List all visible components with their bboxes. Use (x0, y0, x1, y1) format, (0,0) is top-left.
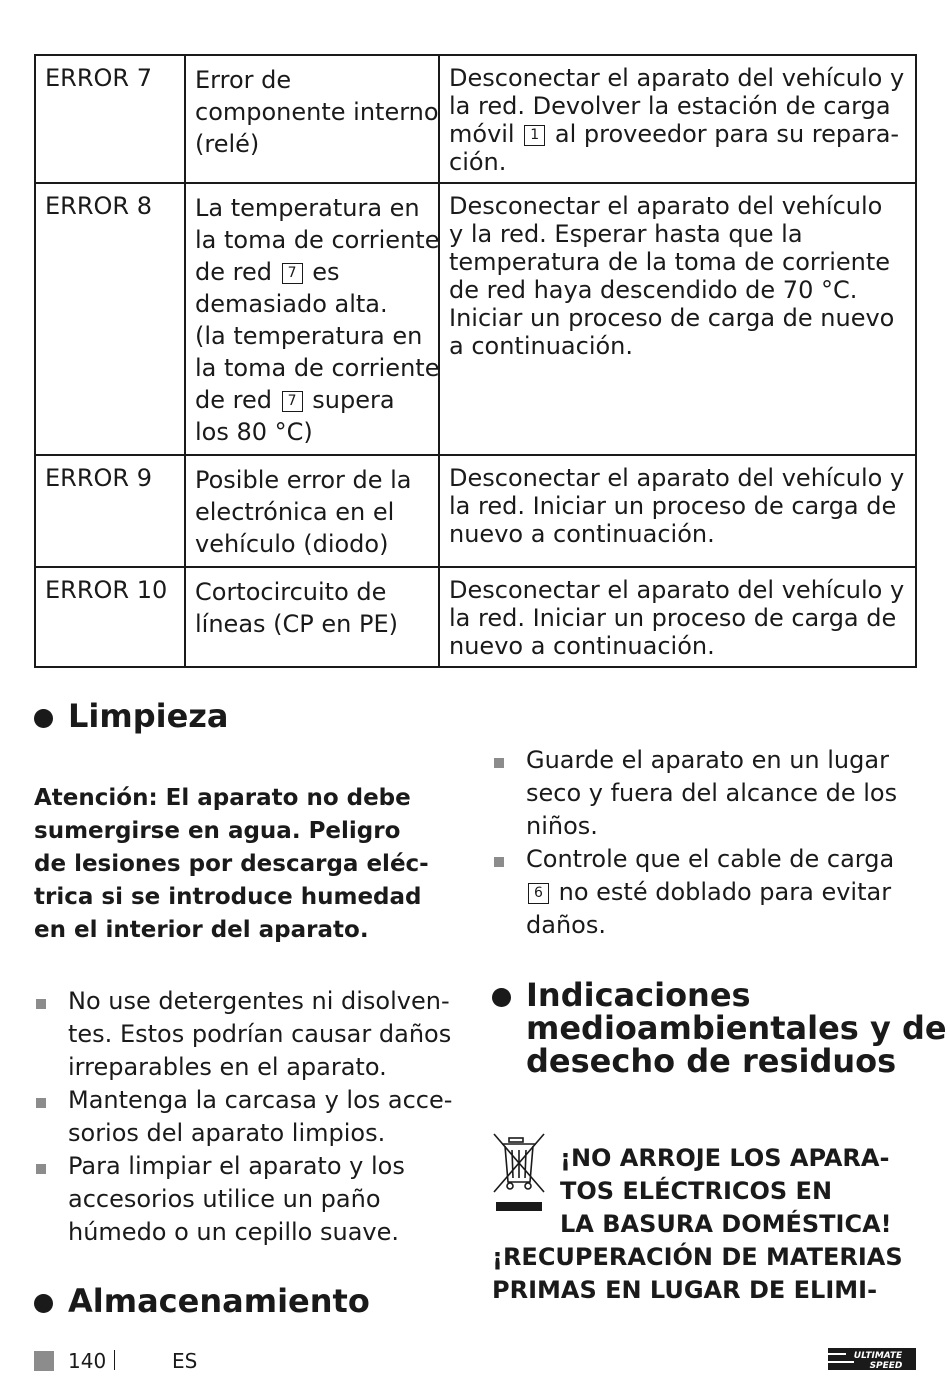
cell-line (449, 332, 907, 360)
cleaning-list (34, 985, 459, 1249)
cell-line (449, 64, 907, 92)
cell-line (195, 128, 430, 160)
heading-bullet-icon (34, 1294, 53, 1313)
ultimate-speed-logo (828, 1346, 916, 1372)
cell-text: Desconectar el aparato del vehículo y (449, 64, 905, 92)
list-item-line: Para limpiar el aparato y los (68, 1152, 405, 1180)
cell-text: electrónica en el (195, 498, 395, 526)
cell-line (195, 608, 430, 640)
list-item-text: no esté doblado para evitar (551, 878, 892, 906)
heading-bullet-icon (34, 709, 53, 728)
list-item (492, 843, 920, 942)
list-item (34, 985, 459, 1084)
error-action-cell (439, 183, 916, 455)
cell-text: Iniciar un proceso de carga de nuevo (449, 304, 895, 332)
cell-line (195, 96, 439, 128)
warning-line: en el interior del aparato. (34, 917, 369, 943)
cleaning-warning (34, 782, 459, 947)
cell-text: de red (195, 386, 272, 414)
table-row (35, 183, 916, 455)
warning-line: trica si se introduce humedad (34, 884, 422, 910)
list-item-line: No use detergentes ni disolven- (68, 987, 450, 1015)
cell-line (449, 276, 907, 304)
cell-line (195, 192, 430, 224)
square-bullet-icon (36, 1098, 46, 1108)
list-item-line: Guarde el aparato en un lugar (526, 746, 889, 774)
cell-text: los 80 °C) (195, 418, 313, 446)
cell-text: la red. Devolver la estación de carga (449, 92, 891, 120)
cell-line (449, 492, 907, 520)
cell-text: de red (195, 258, 272, 286)
right-column (492, 744, 947, 1080)
error-cause-cell (185, 567, 439, 667)
cell-line (449, 120, 907, 148)
list-item-line: seco y fuera del alcance de los (526, 779, 898, 807)
error-code-cell (35, 183, 185, 455)
table-row (35, 455, 916, 567)
square-bullet-icon (494, 857, 504, 867)
cell-line (195, 320, 430, 352)
cell-text: (relé) (195, 130, 260, 158)
error-code: ERROR 9 (45, 464, 152, 492)
page-number: 140 (68, 1349, 107, 1373)
cell-text: la red. Iniciar un proceso de carga de (449, 604, 897, 632)
list-item-line: irreparables en el aparato. (68, 1053, 387, 1081)
cell-text: Cortocircuito de (195, 578, 387, 606)
error-cause-cell (185, 55, 439, 183)
error-action-cell (439, 455, 916, 567)
cell-line (449, 148, 907, 176)
disposal-notice (492, 1142, 932, 1307)
cell-text: la toma de corriente (195, 226, 440, 254)
cell-line (449, 576, 907, 604)
language-code: ES (172, 1349, 198, 1373)
error-cause-cell (185, 455, 439, 567)
cell-text: Desconectar el aparato del vehículo y (449, 576, 905, 604)
storage-heading (34, 1282, 459, 1320)
environment-title-line: medioambientales y de (526, 1009, 947, 1047)
error-code: ERROR 8 (45, 192, 152, 220)
list-item (34, 1150, 459, 1249)
list-item-line: tes. Estos podrían causar daños (68, 1020, 452, 1048)
reference-number-box: 1 (524, 125, 545, 146)
storage-list (492, 744, 920, 942)
cell-text: es (304, 258, 340, 286)
cell-text: líneas (CP en PE) (195, 610, 398, 638)
cell-line (449, 248, 907, 276)
cell-text: Error de (195, 66, 292, 94)
error-table (34, 54, 917, 668)
cell-text: temperatura de la toma de corriente (449, 248, 891, 276)
cell-text: a continuación. (449, 332, 634, 360)
cell-text: (la temperatura en (195, 322, 423, 350)
disposal-line: ¡RECUPERACIÓN DE MATERIAS (492, 1243, 903, 1271)
list-item-line: accesorios utilice un paño (68, 1185, 381, 1213)
list-item-line: Mantenga la carcasa y los acce- (68, 1086, 453, 1114)
warning-line: sumergirse en agua. Peligro (34, 818, 401, 844)
cleaning-heading (34, 697, 459, 735)
cell-line (195, 464, 430, 496)
error-action-cell (439, 567, 916, 667)
footer-divider (114, 1350, 115, 1370)
cell-text: ción. (449, 148, 507, 176)
square-bullet-icon (494, 758, 504, 768)
list-item-line: daños. (526, 911, 606, 939)
square-bullet-icon (36, 1164, 46, 1174)
cell-line (195, 384, 430, 416)
error-cause-cell (185, 183, 439, 455)
disposal-line: PRIMAS EN LUGAR DE ELIMI- (492, 1276, 878, 1304)
cell-text: y la red. Esperar hasta que la (449, 220, 803, 248)
cell-line (449, 220, 907, 248)
table-row (35, 55, 916, 183)
list-item (34, 1084, 459, 1150)
cell-text: nuevo a continuación. (449, 632, 715, 660)
cell-text: La temperatura en (195, 194, 420, 222)
left-column (34, 697, 459, 1320)
error-code-cell (35, 455, 185, 567)
cell-text: al proveedor para su repara- (547, 120, 900, 148)
logo-text-line: SPEED (869, 1361, 903, 1371)
cell-line (195, 352, 440, 384)
error-code: ERROR 10 (45, 576, 168, 604)
cell-line (449, 464, 907, 492)
storage-title: Almacenamiento (68, 1282, 370, 1320)
list-item-line: sorios del aparato limpios. (68, 1119, 386, 1147)
heading-bullet-icon (492, 988, 511, 1007)
cell-line (195, 256, 430, 288)
error-code-cell (35, 567, 185, 667)
environment-title-line: Indicaciones (526, 976, 751, 1014)
disposal-line: ¡NO ARROJE LOS APARA- (560, 1144, 890, 1172)
cell-line (195, 496, 430, 528)
cell-line (449, 604, 907, 632)
cell-line (449, 632, 907, 660)
cell-text: la red. Iniciar un proceso de carga de (449, 492, 897, 520)
square-bullet-icon (36, 999, 46, 1009)
cell-line (195, 576, 430, 608)
cell-text: Desconectar el aparato del vehículo (449, 192, 883, 220)
reference-number-box: 7 (282, 263, 303, 284)
cell-line (195, 528, 430, 560)
error-code-cell (35, 55, 185, 183)
disposal-line: TOS ELÉCTRICOS EN (560, 1177, 833, 1205)
error-action-cell (439, 55, 916, 183)
logo-text-line: ULTIMATE (853, 1351, 903, 1361)
cell-text: vehículo (diodo) (195, 530, 389, 558)
cell-text: componente interno (195, 98, 439, 126)
cell-text: móvil (449, 120, 515, 148)
environment-title-line: desecho de residuos (526, 1042, 897, 1080)
warning-line: de lesiones por descarga eléc- (34, 851, 429, 877)
cell-text: nuevo a continuación. (449, 520, 715, 548)
disposal-line: LA BASURA DOMÉSTICA! (560, 1210, 892, 1238)
list-item (492, 744, 920, 843)
reference-number-box: 7 (282, 391, 303, 412)
cell-text: la toma de corriente (195, 354, 440, 382)
cell-line (195, 288, 430, 320)
cell-line (449, 304, 907, 332)
cell-line (449, 192, 907, 220)
list-item-line: Controle que el cable de carga (526, 845, 895, 873)
reference-number-box: 6 (528, 883, 549, 904)
cell-text: demasiado alta. (195, 290, 388, 318)
cell-line (449, 520, 907, 548)
environment-heading (492, 976, 947, 1080)
cell-line (449, 92, 907, 120)
list-item-line: niños. (526, 812, 598, 840)
cell-line (195, 64, 430, 96)
error-code: ERROR 7 (45, 64, 152, 92)
list-item-line (526, 876, 920, 909)
list-item-line: húmedo o un cepillo suave. (68, 1218, 400, 1246)
cell-line (195, 416, 430, 448)
cleaning-title: Limpieza (68, 697, 229, 735)
cell-text: Desconectar el aparato del vehículo y (449, 464, 905, 492)
cell-text: Posible error de la (195, 466, 412, 494)
cell-text: supera (304, 386, 395, 414)
table-row (35, 567, 916, 667)
cell-text: de red haya descendido de 70 °C. (449, 276, 858, 304)
footer-marker-icon (34, 1351, 54, 1371)
warning-line: Atención: El aparato no debe (34, 785, 411, 811)
cell-line (195, 224, 440, 256)
